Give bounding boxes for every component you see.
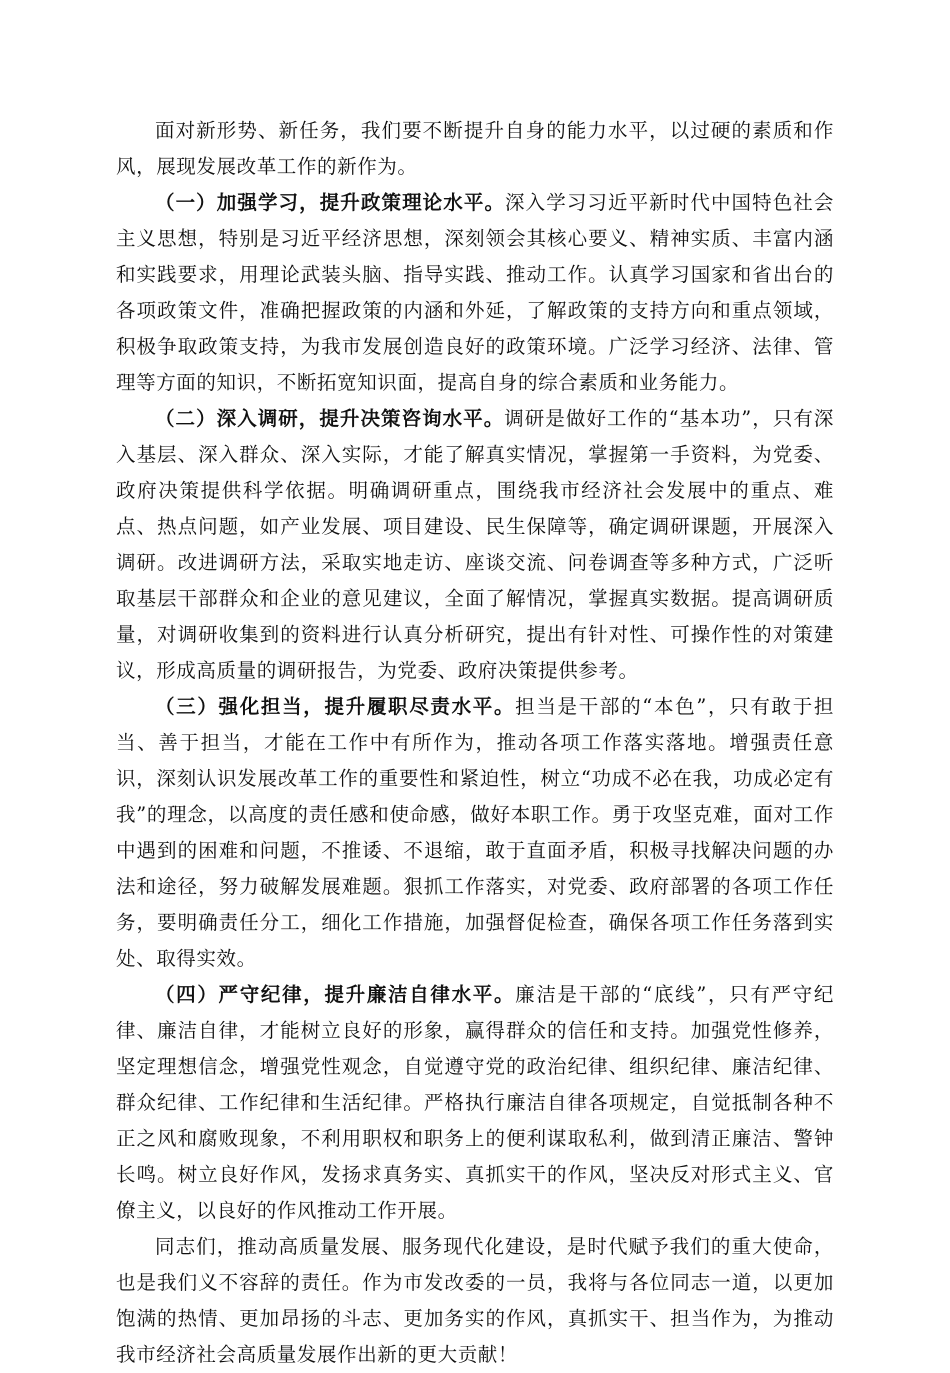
section-3-paragraph xyxy=(116,689,834,977)
section-4-paragraph xyxy=(116,977,834,1229)
intro-paragraph: 面对新形势、新任务，我们要不断提升自身的能力水平，以过硬的素质和作风，展现发展改革工作的新作为。 xyxy=(116,119,834,178)
document-page xyxy=(116,113,834,1373)
section-3-heading: （三）强化担当，提升履职尽责水平。 xyxy=(155,695,516,718)
closing-paragraph: 同志们，推动高质量发展、服务现代化建设，是时代赋予我们的重大使命，也是我们义不容辞的责任。作为市发改委的一员，我将与各位同志一道，以更加饱满的热情、更加昂扬的斗志、更加务实的作风，真抓实干、担当作为，为推动我市经济社会高质量发展作出新的更大贡献！ xyxy=(116,1235,834,1366)
section-4-body: 廉洁是干部的“底线”，只有严守纪律、廉洁自律，才能树立良好的形象，赢得群众的信任和支持。加强党性修养，坚定理想信念，增强党性观念，自觉遵守党的政治纪律、组织纪律、廉洁纪律、群众纪律、工作纪律和生活纪律。严格执行廉洁自律各项规定，自觉抵制各种不正之风和腐败现象，不利用职权和职务上的便利谋取私利，做到清正廉洁、警钟长鸣。树立良好作风，发扬求真务实、真抓实干的作风，坚决反对形式主义、官僚主义，以良好的作风推动工作开展。 xyxy=(116,983,834,1222)
section-1-heading: （一）加强学习，提升政策理论水平。 xyxy=(155,191,506,214)
section-1-paragraph xyxy=(116,185,834,401)
section-2-heading: （二）深入调研，提升决策咨询水平。 xyxy=(155,407,505,430)
section-4-heading: （四）严守纪律，提升廉洁自律水平。 xyxy=(155,983,516,1006)
section-1-body: 深入学习习近平新时代中国特色社会主义思想，特别是习近平经济思想，深刻领会其核心要义、精神实质、丰富内涵和实践要求，用理论武装头脑、指导实践、推动工作。认真学习国家和省出台的各项政策文件，准确把握政策的内涵和外延，了解政策的支持方向和重点领域，积极争取政策支持，为我市发展创造良好的政策环境。广泛学习经济、法律、管理等方面的知识，不断拓宽知识面，提高自身的综合素质和业务能力。 xyxy=(116,191,835,394)
section-3-body: 担当是干部的“本色”，只有敢于担当、善于担当，才能在工作中有所作为，推动各项工作落实落地。增强责任意识，深刻认识发展改革工作的重要性和紧迫性，树立“功成不必在我，功成必定有我”的理念，以高度的责任感和使命感，做好本职工作。勇于攻坚克难，面对工作中遇到的困难和问题，不推诿、不退缩，敢于直面矛盾，积极寻找解决问题的办法和途径，努力破解发展难题。狠抓工作落实，对党委、政府部署的各项工作任务，要明确责任分工，细化工作措施，加强督促检查，确保各项工作任务落到实处、取得实效。 xyxy=(116,695,834,970)
section-2-paragraph xyxy=(116,401,834,689)
section-2-body: 调研是做好工作的“基本功”，只有深入基层、深入群众、深入实际，才能了解真实情况，掌握第一手资料，为党委、政府决策提供科学依据。明确调研重点，围绕我市经济社会发展中的重点、难点、热点问题，如产业发展、项目建设、民生保障等，确定调研课题，开展深入调研。改进调研方法，采取实地走访、座谈交流、问卷调查等多种方式，广泛听取基层干部群众和企业的意见建议，全面了解情况，掌握真实数据。提高调研质量，对调研收集到的资料进行认真分析研究，提出有针对性、可操作性的对策建议，形成高质量的调研报告，为党委、政府决策提供参考。 xyxy=(116,407,835,682)
